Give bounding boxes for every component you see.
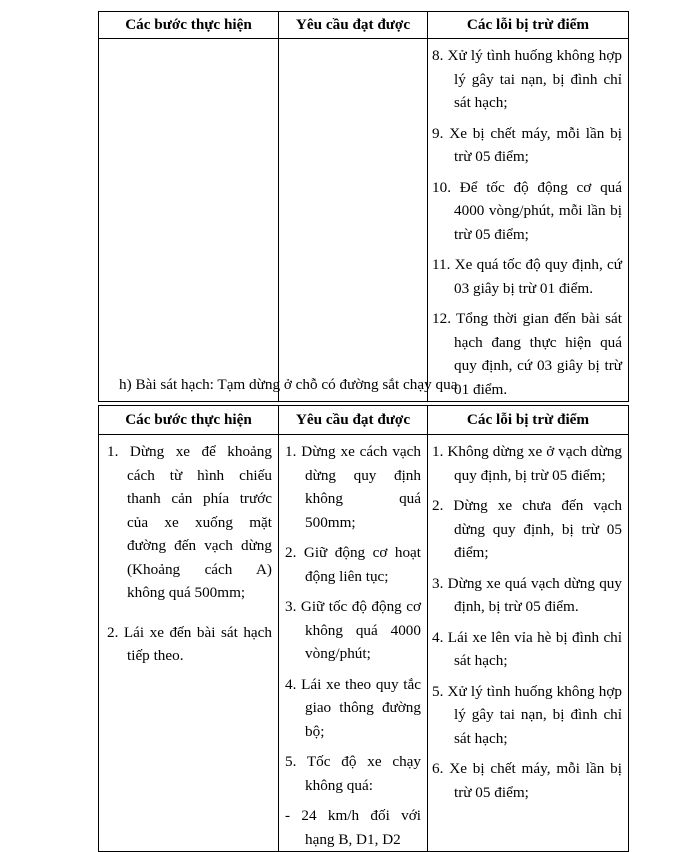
header-requirements: Yêu cầu đạt được: [279, 12, 428, 39]
steps-cell: [99, 435, 279, 852]
requirements-cell: [279, 435, 428, 852]
table-row: [99, 39, 629, 402]
steps-cell: [99, 39, 279, 402]
requirement-item-5: 5. Tốc độ xe chạy không quá:: [285, 753, 421, 794]
error-item-10: 10. Để tốc độ động cơ quá 4000 vòng/phút, mỗi lần bị trừ 05 điểm;: [432, 178, 622, 243]
error-item-12: 12. Tổng thời gian đến bài sát hạch đang thực hiện quá quy định, cứ 03 giây bị trừ 01 điểm.: [432, 310, 622, 398]
header-requirements: Yêu cầu đạt được: [279, 406, 428, 435]
scoring-table-continued: [98, 11, 629, 402]
error-item-5: 5. Xử lý tình huống không hợp lý gây tai nạn, bị đình chỉ sát hạch;: [432, 682, 622, 747]
error-item-8: 8. Xử lý tình huống không hợp lý gây tai nạn, bị đình chỉ sát hạch;: [432, 47, 622, 111]
error-item-6: 6. Xe bị chết máy, mỗi lần bị trừ 05 điểm;: [432, 760, 622, 801]
requirement-item-2: 2. Giữ động cơ hoạt động liên tục;: [285, 544, 421, 585]
step-item-1: 1. Dừng xe để khoảng cách từ hình chiếu thanh cản phía trước của xe xuống mặt đường đến vạch dừng (Khoảng cách A) không quá 500mm;: [107, 443, 272, 601]
error-item-2: 2. Dừng xe chưa đến vạch dừng quy định, bị trừ 05 điểm;: [432, 497, 622, 561]
requirements-cell: [279, 39, 428, 402]
table-header-row: [99, 406, 629, 435]
error-item-4: 4. Lái xe lên vỉa hè bị đình chỉ sát hạch;: [432, 628, 622, 669]
railway-stop-table: [98, 405, 629, 852]
errors-cell: [428, 39, 629, 402]
header-steps: Các bước thực hiện: [99, 12, 279, 39]
requirement-speed-limit: - 24 km/h đối với hạng B, D1, D2: [285, 807, 421, 848]
table-header-row: [99, 12, 629, 39]
header-errors: Các lỗi bị trừ điểm: [428, 12, 629, 39]
error-item-9: 9. Xe bị chết máy, mỗi lần bị trừ 05 điểm;: [432, 124, 622, 165]
step-item-2: 2. Lái xe đến bài sát hạch tiếp theo.: [107, 623, 272, 664]
header-steps: Các bước thực hiện: [99, 406, 279, 435]
errors-cell: [428, 435, 629, 852]
table-row: [99, 435, 629, 852]
requirement-item-1: 1. Dừng xe cách vạch dừng quy định không quá 500mm;: [285, 443, 421, 531]
requirement-item-4: 4. Lái xe theo quy tắc giao thông đường bộ;: [285, 675, 421, 740]
header-errors: Các lỗi bị trừ điểm: [428, 406, 629, 435]
error-item-11: 11. Xe quá tốc độ quy định, cứ 03 giây bị trừ 01 điểm.: [432, 256, 622, 297]
requirement-item-3: 3. Giữ tốc độ động cơ không quá 4000 vòng/phút;: [285, 598, 421, 662]
section-caption: h) Bài sát hạch: Tạm dừng ở chỗ có đường sắt chạy qua: [119, 376, 458, 393]
error-item-1: 1. Không dừng xe ở vạch dừng quy định, bị trừ 05 điểm;: [432, 443, 622, 484]
error-item-3: 3. Dừng xe quá vạch dừng quy định, bị trừ 05 điểm.: [432, 574, 622, 615]
